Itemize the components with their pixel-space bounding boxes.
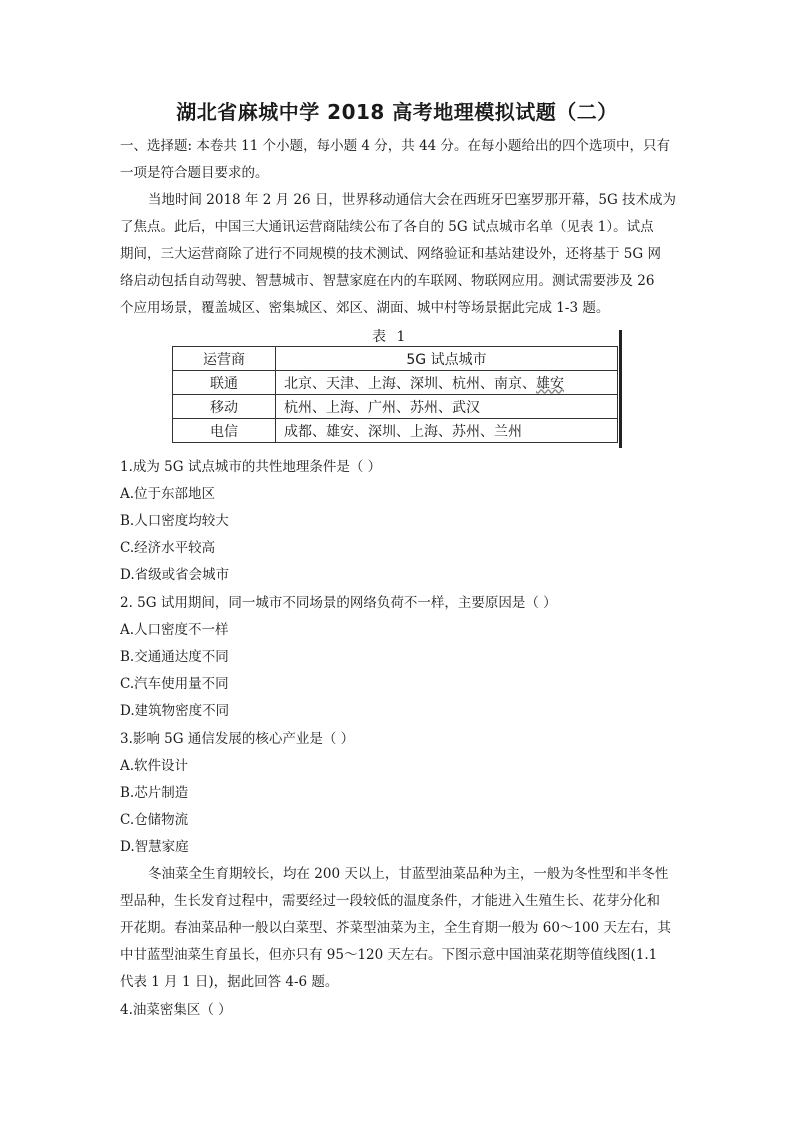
table-row: [173, 371, 618, 395]
header-cities: 5G 试点城市: [276, 347, 618, 371]
table-header-row: [173, 347, 618, 371]
section-instruction-line-1: 一、选择题: 本卷共 11 个小题，每小题 4 分，共 44 分。在每小题给出的四个选项中，只有: [120, 138, 671, 154]
question-3-option-d: D.智慧家庭: [120, 839, 189, 855]
table-right-border: [619, 330, 622, 448]
table-row: [173, 395, 618, 419]
passage-1-line-4: 络启动包括自动驾驶、智慧城市、智慧家庭在内的车联网、物联网应用。测试需要涉及 26: [120, 273, 655, 289]
pilot-cities-table: [172, 346, 618, 443]
passage-2-line-4: 中甘蓝型油菜生育虽长，但亦只有 95～120 天左右。下图示意中国油菜花期等值线图(1.1: [120, 947, 658, 963]
section-instruction-line-2: 一项是符合题目要求的。: [120, 165, 269, 181]
question-1-option-d: D.省级或省会城市: [120, 567, 230, 583]
passage-1-line-5: 个应用场景，覆盖城区、密集城区、郊区、湖面、城中村等场景据此完成 1-3 题。: [120, 300, 610, 316]
question-1-option-a: A.位于东部地区: [120, 486, 216, 502]
passage-2-line-1: 冬油菜全生育期较长，均在 200 天以上，甘蓝型油菜品种为主，一般为冬性型和半冬性: [148, 866, 669, 882]
operator-cell: 移动: [173, 395, 276, 419]
question-1-option-b: B.人口密度均较大: [120, 513, 229, 529]
operator-cell: 电信: [173, 419, 276, 443]
cities-text-underlined: 雄安: [536, 375, 564, 392]
cities-cell: 成都、雄安、深圳、上海、苏州、兰州: [276, 419, 618, 443]
passage-1-line-2: 了焦点。此后，中国三大通讯运营商陆续公布了各自的 5G 试点城市名单（见表 1）。试点: [120, 219, 654, 235]
question-2-option-c: C.汽车使用量不同: [120, 676, 229, 692]
cities-cell: [276, 371, 618, 395]
passage-2-line-5: 代表 1 月 1 日)，据此回答 4-6 题。: [120, 974, 339, 990]
passage-1-line-1: 当地时间 2018 年 2 月 26 日，世界移动通信大会在西班牙巴塞罗那开幕，5G 技术成为: [148, 192, 677, 208]
passage-2-line-2: 型品种，生长发育过程中，需要经过一段较低的温度条件，才能进入生殖生长、花芽分化和: [120, 893, 660, 909]
question-3-option-c: C.仓储物流: [120, 812, 189, 828]
page-title: 湖北省麻城中学 2018 高考地理模拟试题（二）: [176, 100, 618, 124]
table-row: [173, 419, 618, 443]
question-3-option-a: A.软件设计: [120, 758, 189, 774]
passage-2-line-3: 开花期。春油菜品种一般以白菜型、芥菜型油菜为主，全生育期一般为 60～100 天左右，其: [120, 920, 672, 936]
question-3-stem: 3.影响 5G 通信发展的核心产业是（ ）: [120, 731, 355, 747]
question-2-option-a: A.人口密度不一样: [120, 622, 229, 638]
question-2-stem: 2. 5G 试用期间，同一城市不同场景的网络负荷不一样，主要原因是（ ）: [120, 595, 557, 611]
passage-1-line-3: 期间，三大运营商除了进行不同规模的技术测试、网络验证和基站建设外，还将基于 5G 网: [120, 246, 661, 262]
operator-cell: 联通: [173, 371, 276, 395]
cities-text: 北京、天津、上海、深圳、杭州、南京、: [284, 375, 536, 392]
question-4-stem: 4.油菜密集区（ ）: [120, 1002, 232, 1018]
table-caption: 表 1: [372, 329, 409, 345]
question-2-option-d: D.建筑物密度不同: [120, 703, 230, 719]
cities-cell: 杭州、上海、广州、苏州、武汉: [276, 395, 618, 419]
header-operator: 运营商: [173, 347, 276, 371]
question-1-stem: 1.成为 5G 试点城市的共性地理条件是（ ）: [120, 459, 382, 475]
question-1-option-c: C.经济水平较高: [120, 540, 216, 556]
question-2-option-b: B.交通通达度不同: [120, 649, 229, 665]
question-3-option-b: B.芯片制造: [120, 785, 189, 801]
